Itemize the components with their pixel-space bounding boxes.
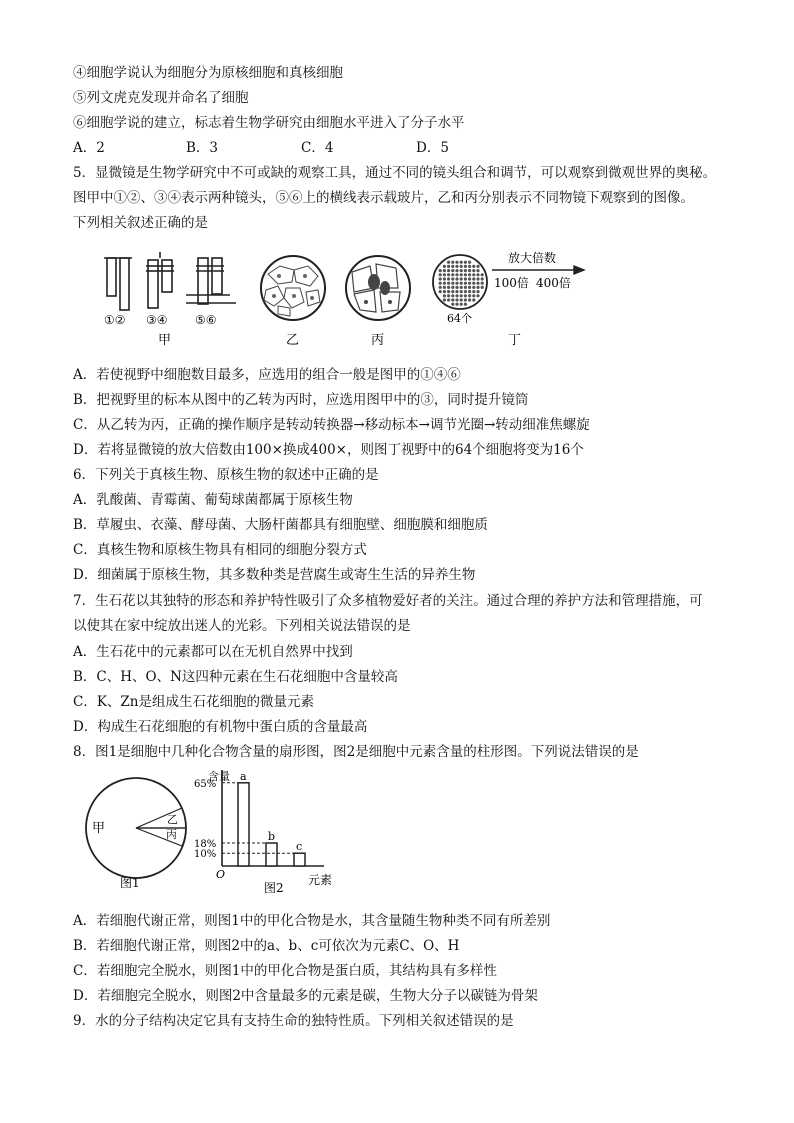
pie-label-jia: 甲 xyxy=(92,821,106,836)
ding-cell-dot xyxy=(447,277,450,280)
q7-option-a: A．生石花中的元素都可以在无机自然界中找到 xyxy=(73,644,353,660)
ding-cell-dot xyxy=(447,290,450,293)
ding-cell-dot xyxy=(468,261,471,264)
ding-cell-dot xyxy=(472,273,475,276)
ding-cell-dot xyxy=(443,273,446,276)
ding-cell-dot xyxy=(460,303,463,306)
q8-stem: 8．图1是细胞中几种化合物含量的扇形图，图2是细胞中元素含量的柱形图。下列说法错误的是 xyxy=(73,744,639,760)
ding-cell-dot xyxy=(468,298,471,301)
ding-cell-dot xyxy=(439,273,442,276)
ding-cell-dot xyxy=(447,261,450,264)
ding-cell-dot xyxy=(476,265,479,268)
ding-cell-dot xyxy=(447,298,450,301)
q5-stem-line-2: 图甲中①②、③④表示两种镜头，⑤⑥上的横线表示载玻片，乙和丙分别表示不同物镜下观察到的图像。 xyxy=(73,190,694,206)
ding-cell-dot xyxy=(455,277,458,280)
ding-cell-dot xyxy=(460,282,463,285)
q7-option-c: C．K、Zn是组成生石花细胞的微量元素 xyxy=(73,694,314,710)
ding-cell-dot xyxy=(468,277,471,280)
ding-cell-dot xyxy=(481,282,484,285)
q8-option-c: C．若细胞完全脱水，则图1中的甲化合物是蛋白质，其结构具有多样性 xyxy=(73,963,497,979)
q8-option-a: A．若细胞代谢正常，则图1中的甲化合物是水，其含量随生物种类不同有所差别 xyxy=(73,913,551,929)
ding-cell-dot xyxy=(472,294,475,297)
bar-label-c: c xyxy=(296,840,303,854)
ding-cell-dot xyxy=(481,273,484,276)
ding-cell-dot xyxy=(447,294,450,297)
pie-chart xyxy=(86,778,186,890)
ding-cell-dot xyxy=(460,290,463,293)
ding-view-circle xyxy=(433,255,487,309)
ding-cell-dot xyxy=(464,273,467,276)
bar-label-b: b xyxy=(268,830,276,843)
ding-cell-dot xyxy=(464,286,467,289)
ding-cell-dot xyxy=(439,269,442,272)
q9-stem: 9．水的分子结构决定它具有支持生命的独特性质。下列相关叙述错误的是 xyxy=(73,1013,514,1029)
q5-stem-line-1: 5．显微镜是生物学研究中不可或缺的观察工具，通过不同的镜头组合和调节，可以观察到微观世界的奥秘。 xyxy=(73,165,717,181)
q6-option-d: D．细菌属于原核生物，其多数种类是营腐生或寄生生活的异养生物 xyxy=(73,567,476,583)
magnification-arrow-label: 放大倍数 xyxy=(508,251,557,265)
q5-option-b: B．把视野里的标本从图中的乙转为丙时，应选用图甲中的③，同时提升镜筒 xyxy=(73,392,529,408)
ding-cell-dot xyxy=(476,286,479,289)
bar-c xyxy=(294,853,305,866)
ding-cell-dot xyxy=(464,294,467,297)
ding-cell-dot xyxy=(476,294,479,297)
ding-cell-dot xyxy=(460,298,463,301)
ding-cell-dot xyxy=(443,298,446,301)
ding-cell-dot xyxy=(451,265,454,268)
ding-cell-dot xyxy=(468,282,471,285)
q5-option-c: C．从乙转为丙，正确的操作顺序是转动转换器→移动标本→调节光圈→转动细准焦螺旋 xyxy=(73,417,590,433)
ding-cell-dot xyxy=(468,273,471,276)
q7-stem-line-1: 7．生石花以其独特的形态和养护特性吸引了众多植物爱好者的关注。通过合理的养护方法和管理措施，可 xyxy=(73,593,703,609)
ding-cell-dot xyxy=(460,294,463,297)
yi-view-circle xyxy=(261,256,325,320)
ding-cell-dot xyxy=(468,286,471,289)
ding-cell-dot xyxy=(443,290,446,293)
q7-stem-line-2: 以使其在家中绽放出迷人的光彩。下列相关说法错误的是 xyxy=(73,618,411,634)
origin-label: O xyxy=(216,868,226,881)
ding-cell-dot xyxy=(439,282,442,285)
q4-option-d: D．5 xyxy=(416,140,449,156)
ding-cell-dot xyxy=(447,286,450,289)
bing-caption: 丙 xyxy=(371,333,385,348)
ding-cell-dot xyxy=(451,294,454,297)
ding-cell-dot xyxy=(451,290,454,293)
ding-cell-dot xyxy=(464,290,467,293)
ding-cell-dot xyxy=(451,261,454,264)
q4-option-c: C．4 xyxy=(301,140,334,156)
ding-cell-dot xyxy=(451,273,454,276)
magnification-low: 100倍 xyxy=(494,276,529,290)
ding-cell-dot xyxy=(443,265,446,268)
jia-lens-group-12 xyxy=(104,258,132,310)
ding-cell-dot xyxy=(451,303,454,306)
x-axis-label: 元素 xyxy=(308,873,333,887)
y-tick-label: 65% xyxy=(194,778,217,790)
ding-cell-dot xyxy=(439,286,442,289)
magnification-high: 400倍 xyxy=(536,276,571,290)
ding-cell-dot xyxy=(460,261,463,264)
q6-option-a: A．乳酸菌、青霉菌、葡萄球菌都属于原核生物 xyxy=(73,492,353,508)
ding-cell-dot xyxy=(455,286,458,289)
q5-option-d: D．若将显微镜的放大倍数由100×换成400×，则图丁视野中的64个细胞将变为16个 xyxy=(73,442,584,458)
jia-label-56: ⑤⑥ xyxy=(195,313,217,327)
ding-cell-dot xyxy=(443,286,446,289)
ding-cell-dot xyxy=(460,286,463,289)
yi-caption: 乙 xyxy=(286,333,300,348)
ding-cell-dot xyxy=(464,277,467,280)
ding-cell-dot xyxy=(455,298,458,301)
q4-option-b: B．3 xyxy=(186,140,219,156)
ding-cell-dot xyxy=(455,303,458,306)
q4-option-a: A．2 xyxy=(73,140,105,156)
ding-cell-dot xyxy=(472,286,475,289)
jia-lens-group-56 xyxy=(186,258,236,304)
q7-option-b: B．C、H、O、N这四种元素在生石花细胞中含量较高 xyxy=(73,669,398,685)
ding-cell-dot xyxy=(455,265,458,268)
q6-option-b: B．草履虫、衣藻、酵母菌、大肠杆菌都具有细胞壁、细胞膜和细胞质 xyxy=(73,517,488,533)
ding-cell-dot xyxy=(476,282,479,285)
bing-view-circle xyxy=(346,256,410,320)
ding-cell-dot xyxy=(472,269,475,272)
ding-cell-dot xyxy=(443,269,446,272)
ding-cell-dot xyxy=(443,294,446,297)
ding-cell-dot xyxy=(460,277,463,280)
bar-label-a: a xyxy=(240,769,247,783)
ding-cell-dot xyxy=(476,269,479,272)
ding-cell-dot xyxy=(464,298,467,301)
ding-cell-dot xyxy=(481,277,484,280)
ding-cell-dot xyxy=(447,273,450,276)
ding-cell-dot xyxy=(481,286,484,289)
jia-label-34: ③④ xyxy=(146,313,168,327)
ding-cell-dot xyxy=(455,269,458,272)
ding-cell-dot xyxy=(455,294,458,297)
ding-cell-count: 64个 xyxy=(447,312,472,325)
q4-item-4: ④细胞学说认为细胞分为原核细胞和真核细胞 xyxy=(73,65,343,81)
ding-cell-dot xyxy=(455,273,458,276)
q8-option-b: B．若细胞代谢正常，则图2中的a、b、c可依次为元素C、O、H xyxy=(73,938,460,954)
ding-cell-dot xyxy=(468,269,471,272)
ding-cell-dot xyxy=(464,261,467,264)
ding-cell-dot xyxy=(472,298,475,301)
ding-cell-dot xyxy=(468,294,471,297)
ding-cell-dot xyxy=(472,290,475,293)
jia-label-12: ①② xyxy=(104,313,126,327)
ding-cell-dot xyxy=(451,277,454,280)
q6-option-c: C．真核生物和原核生物具有相同的细胞分裂方式 xyxy=(73,542,367,558)
ding-cell-dot xyxy=(447,269,450,272)
ding-cell-dot xyxy=(455,290,458,293)
ding-caption: 丁 xyxy=(508,333,522,348)
ding-cell-dot xyxy=(455,261,458,264)
ding-cell-dot xyxy=(464,269,467,272)
ding-cell-dot xyxy=(443,282,446,285)
ding-cell-dot xyxy=(460,269,463,272)
q5-microscope-figure xyxy=(80,244,600,350)
ding-cell-dot xyxy=(439,277,442,280)
ding-cell-dot xyxy=(472,265,475,268)
q8-figure xyxy=(70,766,360,894)
magnification-arrow xyxy=(492,266,584,274)
ding-cell-dot xyxy=(476,273,479,276)
ding-cell-dot xyxy=(468,265,471,268)
ding-cell-dot xyxy=(464,303,467,306)
jia-lens-group-34 xyxy=(146,252,174,308)
ding-cell-dot xyxy=(472,282,475,285)
ding-cell-dot xyxy=(476,277,479,280)
ding-cell-dot xyxy=(468,290,471,293)
fig2-caption: 图2 xyxy=(264,881,284,894)
q8-option-d: D．若细胞完全脱水，则图2中含量最多的元素是碳，生物大分子以碳链为骨架 xyxy=(73,988,538,1004)
ding-cell-dot xyxy=(455,282,458,285)
fig1-caption: 图1 xyxy=(120,876,140,890)
ding-cell-dot xyxy=(460,265,463,268)
pie-label-bing: 丙 xyxy=(166,828,177,841)
ding-cell-dot xyxy=(447,282,450,285)
q4-item-6: ⑥细胞学说的建立，标志着生物学研究由细胞水平进入了分子水平 xyxy=(73,115,465,131)
ding-cell-dot xyxy=(451,286,454,289)
ding-cell-dot xyxy=(451,282,454,285)
q5-option-a: A．若使视野中细胞数目最多，应选用的组合一般是图甲的①④⑥ xyxy=(73,367,461,383)
ding-cell-dot xyxy=(464,282,467,285)
q4-item-5: ⑤列文虎克发现并命名了细胞 xyxy=(73,90,249,106)
ding-cell-dot xyxy=(472,277,475,280)
jia-caption: 甲 xyxy=(158,333,172,348)
ding-cell-dot xyxy=(443,277,446,280)
y-axis-label: 含量 xyxy=(208,770,230,783)
y-tick-label: 18% xyxy=(194,839,217,850)
ding-cell-dot xyxy=(451,298,454,301)
ding-cell-dot xyxy=(476,290,479,293)
ding-cell-dot xyxy=(464,265,467,268)
bar-b xyxy=(266,843,277,866)
ding-cell-dot xyxy=(460,273,463,276)
q6-stem: 6．下列关于真核生物、原核生物的叙述中正确的是 xyxy=(73,467,379,483)
y-tick-label: 10% xyxy=(194,849,217,861)
bar-chart xyxy=(194,769,332,894)
q5-stem-line-3: 下列相关叙述正确的是 xyxy=(73,215,208,231)
pie-label-yi: 乙 xyxy=(167,813,178,826)
ding-cell-dot xyxy=(451,269,454,272)
ding-cell-dot xyxy=(447,265,450,268)
ding-cell-dot xyxy=(439,290,442,293)
q7-option-d: D．构成生石花细胞的有机物中蛋白质的含量最高 xyxy=(73,719,368,735)
